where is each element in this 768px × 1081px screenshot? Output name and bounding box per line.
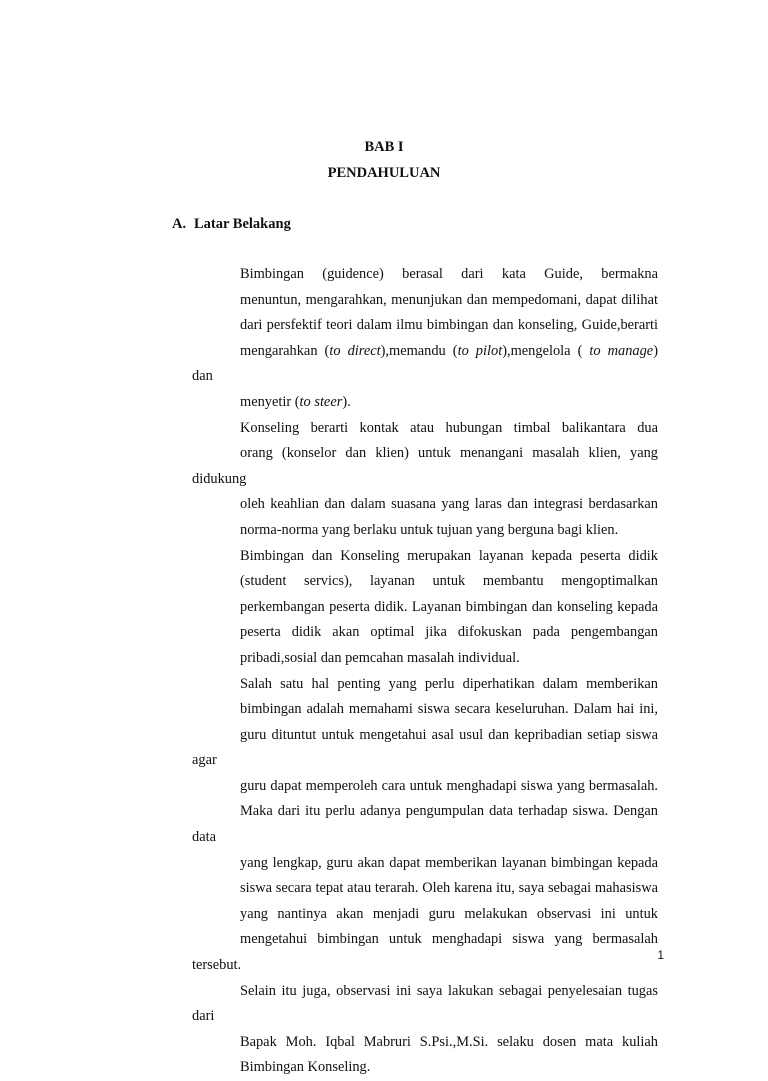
text-run: ) dan <box>192 343 658 385</box>
paragraph-line: bimbingan adalah memahami siswa secara keseluruhan. Dalam hai ini, <box>192 697 658 723</box>
paragraph-services <box>192 544 658 672</box>
paragraph-line: Bimbingan dan Konseling merupakan layanan kepada peserta didik <box>192 544 658 570</box>
paragraph-line: yang lengkap, guru akan dapat memberikan layanan bimbingan kepada <box>192 851 658 877</box>
paragraph-line: guru dapat memperoleh cara untuk menghadapi siswa yang bermasalah. <box>192 774 658 800</box>
paragraph-line: (student servics), layanan untuk membantu mengoptimalkan <box>192 569 658 595</box>
italic-term: to manage <box>589 343 653 359</box>
paragraph-line: oleh keahlian dan dalam suasana yang laras dan integrasi berdasarkan <box>192 492 658 518</box>
paragraph-line: guru dituntut untuk mengetahui asal usul dan kepribadian setiap siswa agar <box>192 723 658 774</box>
paragraph-line: Konseling berarti kontak atau hubungan timbal balikantara dua <box>192 416 658 442</box>
paragraph-counseling <box>192 416 658 544</box>
chapter-title: PENDAHULUAN <box>0 165 768 182</box>
paragraph-line: Bimbingan Konseling. <box>192 1055 658 1081</box>
paragraph-line: pribadi,sosial dan pemcahan masalah individual. <box>192 646 658 672</box>
section-heading <box>172 216 291 233</box>
section-letter: A. <box>172 216 194 233</box>
paragraph-line <box>192 339 658 390</box>
text-run: mengarahkan ( <box>240 343 329 359</box>
paragraph-line: Selain itu juga, observasi ini saya lakukan sebagai penyelesaian tugas dari <box>192 979 658 1030</box>
text-run: ),memandu ( <box>381 343 458 359</box>
paragraph-line: Bapak Moh. Iqbal Mabruri S.Psi.,M.Si. selaku dosen mata kuliah <box>192 1030 658 1056</box>
paragraph-line: mengetahui bimbingan untuk menghadapi siswa yang bermasalah tersebut. <box>192 927 658 978</box>
paragraph-line: norma-norma yang berlaku untuk tujuan yang berguna bagi klien. <box>192 518 658 544</box>
italic-term: to steer <box>300 394 343 410</box>
paragraph-line: peserta didik akan optimal jika difokuskan pada pengembangan <box>192 620 658 646</box>
italic-term: to direct <box>329 343 380 359</box>
body-text <box>192 262 658 1081</box>
paragraph-line: yang nantinya akan menjadi guru melakukan observasi ini untuk <box>192 902 658 928</box>
text-run: ). <box>342 394 350 410</box>
paragraph-line: Bimbingan (guidence) berasal dari kata Guide, bermakna <box>192 262 658 288</box>
text-run: ),mengelola ( <box>502 343 582 359</box>
page-number: 1 <box>640 948 664 962</box>
chapter-number: BAB I <box>0 139 768 156</box>
paragraph-line: perkembangan peserta didik. Layanan bimbingan dan konseling kepada <box>192 595 658 621</box>
italic-term: to pilot <box>458 343 503 359</box>
section-title: Latar Belakang <box>194 216 291 232</box>
paragraph-line: Salah satu hal penting yang perlu diperhatikan dalam memberikan <box>192 672 658 698</box>
paragraph-line: siswa secara tepat atau terarah. Oleh karena itu, saya sebagai mahasiswa <box>192 876 658 902</box>
paragraph-observation <box>192 672 658 1081</box>
text-run: menyetir ( <box>240 394 300 410</box>
paragraph-line <box>192 390 658 416</box>
paragraph-line: Maka dari itu perlu adanya pengumpulan data terhadap siswa. Dengan data <box>192 799 658 850</box>
paragraph-guidance <box>192 262 658 416</box>
paragraph-line: menuntun, mengarahkan, menunjukan dan mempedomani, dapat dilihat <box>192 288 658 314</box>
paragraph-line: orang (konselor dan klien) untuk menangani masalah klien, yang didukung <box>192 441 658 492</box>
paragraph-line: dari persfektif teori dalam ilmu bimbingan dan konseling, Guide,berarti <box>192 313 658 339</box>
